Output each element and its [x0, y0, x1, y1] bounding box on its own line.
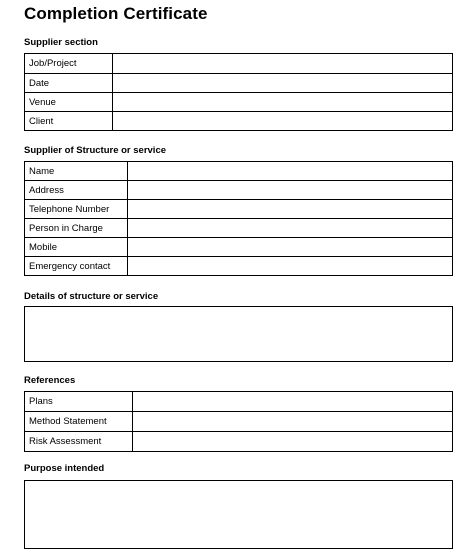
row-label: Method Statement [25, 412, 133, 432]
table-row [25, 74, 453, 93]
table-row [25, 93, 453, 112]
table-row [25, 162, 453, 181]
person-in-charge-field[interactable] [128, 219, 453, 238]
row-label: Mobile [25, 238, 128, 257]
row-label: Plans [25, 392, 133, 412]
date-field[interactable] [113, 74, 453, 93]
table-row [25, 432, 453, 452]
row-label: Risk Assessment [25, 432, 133, 452]
row-label: Client [25, 112, 113, 131]
client-field[interactable] [113, 112, 453, 131]
row-label: Emergency contact [25, 257, 128, 276]
supplier-structure-heading: Supplier of Structure or service [24, 145, 167, 156]
supplier-section-heading: Supplier section [24, 37, 98, 48]
row-label: Address [25, 181, 128, 200]
references-heading: References [24, 375, 76, 386]
plans-field[interactable] [133, 392, 453, 412]
purpose-textarea[interactable] [24, 480, 453, 549]
details-heading: Details of structure or service [24, 291, 159, 302]
table-row [25, 112, 453, 131]
table-row [25, 238, 453, 257]
table-row [25, 181, 453, 200]
row-label: Name [25, 162, 128, 181]
table-row [25, 200, 453, 219]
row-label: Person in Charge [25, 219, 128, 238]
table-row [25, 257, 453, 276]
supplier-section-table [24, 53, 453, 131]
emergency-contact-field[interactable] [128, 257, 453, 276]
references-table [24, 391, 453, 452]
venue-field[interactable] [113, 93, 453, 112]
row-label: Job/Project [25, 54, 113, 74]
table-row [25, 412, 453, 432]
supplier-structure-table [24, 161, 453, 276]
risk-assessment-field[interactable] [133, 432, 453, 452]
table-row [25, 392, 453, 412]
table-row [25, 219, 453, 238]
name-field[interactable] [128, 162, 453, 181]
address-field[interactable] [128, 181, 453, 200]
row-label: Telephone Number [25, 200, 128, 219]
mobile-field[interactable] [128, 238, 453, 257]
telephone-number-field[interactable] [128, 200, 453, 219]
page-title: Completion Certificate [24, 4, 208, 23]
job-project-field[interactable] [113, 54, 453, 74]
details-textarea[interactable] [24, 306, 453, 362]
method-statement-field[interactable] [133, 412, 453, 432]
row-label: Venue [25, 93, 113, 112]
table-row [25, 54, 453, 74]
row-label: Date [25, 74, 113, 93]
purpose-heading: Purpose intended [24, 463, 105, 474]
